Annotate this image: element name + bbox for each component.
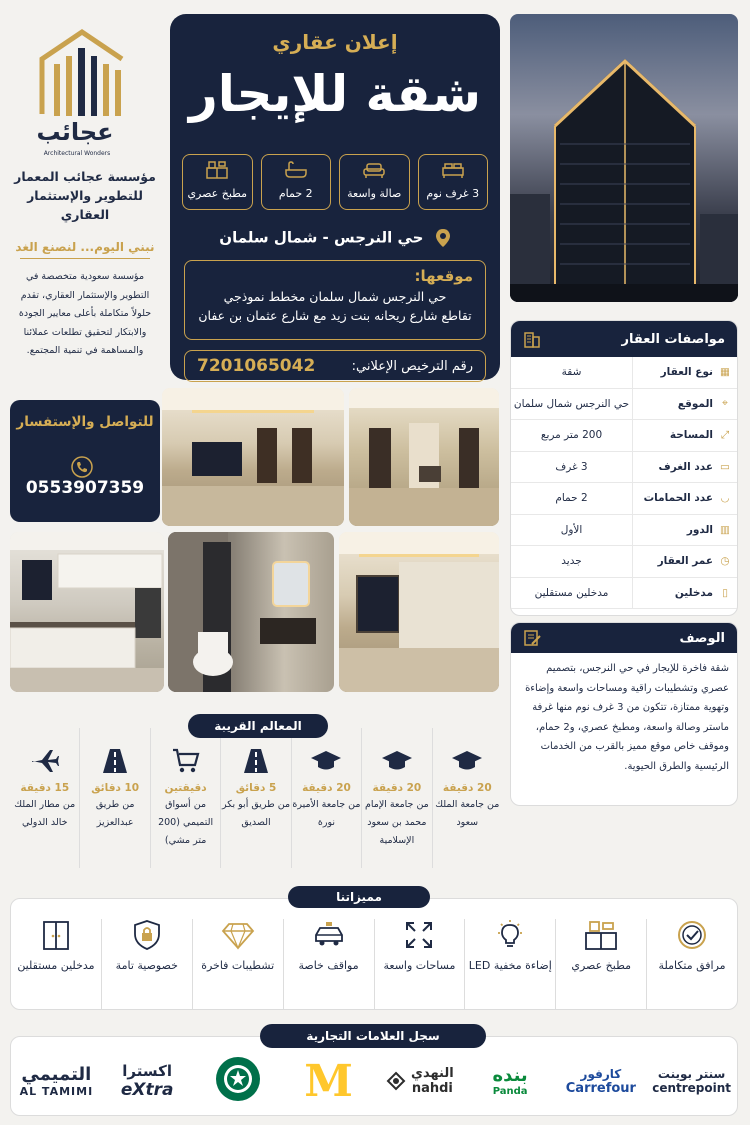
spec-value: 200 متر مربع bbox=[511, 420, 633, 451]
hero-location-text: حي النرجس - شمال سلمان bbox=[219, 228, 424, 247]
hero-feature-label: مطبخ عصري bbox=[187, 187, 248, 200]
description-title: الوصف bbox=[679, 630, 725, 646]
photo-kitchen bbox=[10, 532, 164, 692]
specs-header bbox=[511, 321, 737, 357]
nearby-section bbox=[10, 728, 502, 868]
spec-value: 2 حمام bbox=[511, 483, 633, 514]
spec-row-entrances bbox=[511, 578, 737, 610]
brand-logo-starbucks bbox=[193, 1056, 284, 1106]
nearby-desc: من جامعة الأميرة نورة bbox=[292, 799, 361, 829]
building-photo bbox=[510, 14, 738, 302]
feature-label: مواقف خاصة bbox=[298, 959, 359, 972]
mcdonalds-arches: M bbox=[304, 1055, 353, 1107]
license-number: 7201065042 bbox=[197, 356, 316, 376]
nearby-time: 15 دقيقة bbox=[20, 782, 70, 794]
bed-icon bbox=[442, 161, 464, 179]
hero-subtitle: إعلان عقاري bbox=[272, 30, 398, 54]
spec-value: شقة bbox=[511, 357, 633, 388]
spec-value: 3 غرف bbox=[511, 452, 633, 483]
spec-value: جديد bbox=[511, 546, 633, 577]
hero-feature-bedrooms bbox=[418, 154, 489, 210]
location-pin-icon bbox=[435, 228, 451, 248]
nearby-item bbox=[10, 728, 79, 868]
address-line-2: تقاطع شارع ريحانه بنت زيد مع شارع عثمان بن عفان bbox=[198, 308, 472, 323]
hero-features bbox=[182, 154, 488, 210]
brand-logo-mcdonalds bbox=[283, 1056, 374, 1107]
brand-logo-nahdi bbox=[374, 1066, 465, 1096]
brand-name-en: Architectural Wonders bbox=[43, 150, 111, 157]
floor-icon: ▥ bbox=[720, 523, 730, 536]
hero-feature-living bbox=[339, 154, 410, 210]
spec-label: المساحة bbox=[669, 429, 713, 442]
nearby-item bbox=[220, 728, 290, 868]
nearby-item bbox=[150, 728, 220, 868]
cart-icon bbox=[172, 748, 200, 774]
spec-label: الدور bbox=[686, 523, 713, 536]
brand-line1: التميمي bbox=[21, 1064, 92, 1085]
brand-logo-extra bbox=[102, 1062, 193, 1100]
road-icon bbox=[102, 748, 128, 774]
bathroom-illustration bbox=[168, 532, 334, 692]
bulb-icon bbox=[494, 919, 526, 951]
nearby-item bbox=[291, 728, 361, 868]
feature-item bbox=[374, 919, 465, 1009]
contact-phone[interactable] bbox=[10, 456, 160, 498]
nearby-time: 20 دقيقة bbox=[372, 782, 422, 794]
hero-title: شقة للإيجار bbox=[189, 65, 481, 123]
expand-icon bbox=[403, 919, 435, 951]
spec-label: عدد الغرف bbox=[658, 460, 713, 473]
feature-label: خصوصية تامة bbox=[115, 959, 178, 972]
nearby-desc: من طريق أبو بكر الصديق bbox=[221, 799, 291, 829]
feature-item bbox=[11, 919, 101, 1009]
spec-label: مدخلين bbox=[674, 586, 713, 599]
hero-feature-kitchen bbox=[182, 154, 253, 210]
spec-value: مدخلين مستقلين bbox=[511, 578, 633, 609]
tower-illustration bbox=[510, 14, 738, 302]
brand-line1: النهدي bbox=[411, 1066, 454, 1081]
door-icon: ▯ bbox=[722, 586, 728, 599]
description-card bbox=[510, 622, 738, 806]
spec-label: الموقع bbox=[677, 397, 713, 410]
brand-line1: كارفور bbox=[580, 1066, 622, 1081]
spec-row-type bbox=[511, 357, 737, 389]
nearby-time: 5 دقائق bbox=[235, 782, 277, 794]
area-icon: ⤢ bbox=[720, 428, 730, 441]
specs-title: مواصفات العقار bbox=[621, 331, 725, 347]
bathtub-icon: ◡ bbox=[720, 492, 730, 505]
nearby-desc: من جامعة الإمام محمد بن سعود الإسلامية bbox=[364, 799, 429, 847]
feature-item bbox=[464, 919, 555, 1009]
starbucks-logo-icon bbox=[215, 1056, 261, 1102]
nearby-time: دقيقتين bbox=[164, 782, 207, 794]
corridor-illustration bbox=[349, 388, 499, 526]
brand-line2: AL TAMIMI bbox=[19, 1085, 94, 1098]
spec-row-age bbox=[511, 546, 737, 578]
hero-feature-bathrooms bbox=[261, 154, 332, 210]
brand-line2: Carrefour bbox=[565, 1080, 636, 1096]
feature-item bbox=[646, 919, 737, 1009]
brand-logo-panda bbox=[465, 1065, 556, 1097]
nearby-time: 20 دقيقة bbox=[302, 782, 351, 794]
contact-phone-number: 0553907359 bbox=[25, 478, 145, 498]
spec-row-floor bbox=[511, 515, 737, 547]
brand-logo-tamimi bbox=[11, 1064, 102, 1098]
org-name: مؤسسة عجائب المعمار للتطوير والإستثمار العقاري bbox=[14, 169, 156, 222]
airplane-icon bbox=[30, 748, 60, 774]
car-icon bbox=[312, 919, 346, 951]
brand-line2: centrepoint bbox=[652, 1081, 732, 1095]
graduation-cap-icon bbox=[381, 748, 413, 774]
phone-icon bbox=[71, 456, 93, 478]
bedroom-illustration bbox=[339, 532, 499, 692]
feature-item bbox=[283, 919, 374, 1009]
spec-label: عدد الحمامات bbox=[643, 492, 713, 505]
feature-label: مدخلين مستقلين bbox=[17, 959, 95, 972]
nearby-time: 10 دقائق bbox=[91, 782, 140, 794]
photo-bathroom bbox=[168, 532, 334, 692]
hero-location bbox=[170, 228, 500, 248]
kitchen-illustration bbox=[10, 532, 164, 692]
kitchen-icon bbox=[584, 919, 618, 951]
feature-item bbox=[101, 919, 192, 1009]
brand-name-ar: عجائب bbox=[36, 118, 114, 146]
photo-bedroom bbox=[339, 532, 499, 692]
brand-logo-carrefour bbox=[556, 1067, 647, 1096]
spec-row-area bbox=[511, 420, 737, 452]
photo-living-room bbox=[162, 388, 344, 526]
hero-feature-label: صالة واسعة bbox=[347, 187, 402, 200]
brand-line2: nahdi bbox=[411, 1081, 453, 1096]
nearby-desc: من طريق عبدالعزيز bbox=[95, 799, 135, 829]
brands-section bbox=[10, 1036, 738, 1116]
description-header bbox=[511, 623, 737, 653]
brand-line1: بنده bbox=[492, 1065, 528, 1086]
spec-value: حي النرجس شمال سلمان bbox=[511, 389, 633, 420]
feature-label: مطبخ عصري bbox=[571, 959, 631, 972]
license-label: رقم الترخيص الإعلاني: bbox=[351, 358, 473, 374]
nearby-item bbox=[361, 728, 431, 868]
timer-icon: ◷ bbox=[720, 555, 730, 568]
room-illustration bbox=[162, 388, 344, 526]
building-logo-icon bbox=[32, 24, 132, 124]
specs-card bbox=[510, 320, 738, 616]
nearby-desc: من مطار الملك خالد الدولي bbox=[14, 799, 76, 829]
pin-icon: ⌖ bbox=[722, 397, 728, 410]
graduation-cap-icon bbox=[310, 748, 342, 774]
features-title: مميزاتنا bbox=[288, 886, 430, 908]
hero-card bbox=[170, 14, 500, 380]
feature-label: تشطيبات فاخرة bbox=[201, 959, 275, 972]
brand-line1: اكسترا bbox=[122, 1062, 172, 1080]
sofa-icon bbox=[363, 161, 385, 179]
feature-item bbox=[192, 919, 283, 1009]
brand-line1: سنتر بوينت bbox=[657, 1067, 726, 1081]
building-icon bbox=[523, 330, 541, 348]
road-icon bbox=[243, 748, 269, 774]
contact-title: للتواصل والإستفسار bbox=[16, 414, 154, 430]
contact-card bbox=[10, 400, 160, 522]
feature-label: إضاءة مخفية LED bbox=[468, 959, 552, 972]
nearby-desc: من جامعة الملك سعود bbox=[435, 799, 500, 829]
hero-feature-label: 2 حمام bbox=[278, 187, 313, 200]
nearby-item bbox=[79, 728, 149, 868]
spec-value: الأول bbox=[511, 515, 633, 546]
double-door-icon bbox=[40, 919, 72, 951]
slogan-divider bbox=[20, 258, 150, 259]
hero-address-box bbox=[184, 260, 486, 340]
nearby-title: المعالم القريبة bbox=[188, 714, 328, 738]
description-text: شقة فاخرة للإيجار في حي النرجس، بتصميم عصري وتشطيبات راقية ومساحات واسعة وإضاءة وتهوية ممتازة، تتكون من 3 غرف نوم منها غرفة ماستر وصالة واسعة، ومطبخ عصري، و2 حمام، وموقف خاص موقع مميز بالقرب من الخدمات الرئيسية والطرق الحيوية. bbox=[525, 663, 729, 772]
hero-feature-label: 3 غرف نوم bbox=[426, 187, 480, 200]
bed-icon: ▭ bbox=[720, 460, 730, 473]
badge-icon bbox=[676, 919, 708, 951]
about-text: مؤسسة سعودية متخصصة في التطوير والإستثمار العقاري، تقدم حلولاً متكاملة بأعلى معايير الجودة والابتكار لتحقيق تطلعات عملائنا والمساهمة في تنمية المجتمع. bbox=[18, 271, 152, 357]
diamond-icon bbox=[221, 919, 255, 951]
address-title: موقعها: bbox=[414, 267, 473, 285]
nearby-time: 20 دقيقة bbox=[442, 782, 492, 794]
building-icon: ▦ bbox=[720, 366, 730, 379]
feature-item bbox=[555, 919, 646, 1009]
nearby-item bbox=[432, 728, 502, 868]
feature-label: مرافق متكاملة bbox=[658, 959, 726, 972]
kitchen-icon bbox=[206, 161, 228, 179]
brand-line2: eXtra bbox=[120, 1080, 174, 1100]
photo-corridor bbox=[349, 388, 499, 526]
spec-label: نوع العقار bbox=[660, 366, 713, 379]
feature-label: مساحات واسعة bbox=[383, 959, 456, 972]
address-line-1: حي النرجس شمال سلمان مخطط نموذجي bbox=[223, 289, 447, 304]
bathtub-icon bbox=[285, 161, 307, 179]
lock-shield-icon bbox=[132, 919, 162, 951]
spec-row-bathrooms bbox=[511, 483, 737, 515]
spec-row-location bbox=[511, 389, 737, 421]
slogan: نبني اليوم... لنصنع الغد bbox=[15, 240, 155, 254]
spec-row-rooms bbox=[511, 452, 737, 484]
nearby-desc: من أسواق التميمي (200 متر مشي) bbox=[158, 799, 214, 847]
nahdi-logo-icon bbox=[385, 1070, 407, 1092]
edit-note-icon bbox=[523, 629, 541, 647]
brand-line2: Panda bbox=[492, 1086, 528, 1097]
spec-label: عمر العقار bbox=[657, 555, 713, 568]
brand-logo-centrepoint bbox=[646, 1067, 737, 1095]
license-box bbox=[184, 350, 486, 382]
graduation-cap-icon bbox=[451, 748, 483, 774]
features-section bbox=[10, 898, 738, 1010]
brands-title: سجل العلامات التجارية bbox=[260, 1024, 486, 1048]
